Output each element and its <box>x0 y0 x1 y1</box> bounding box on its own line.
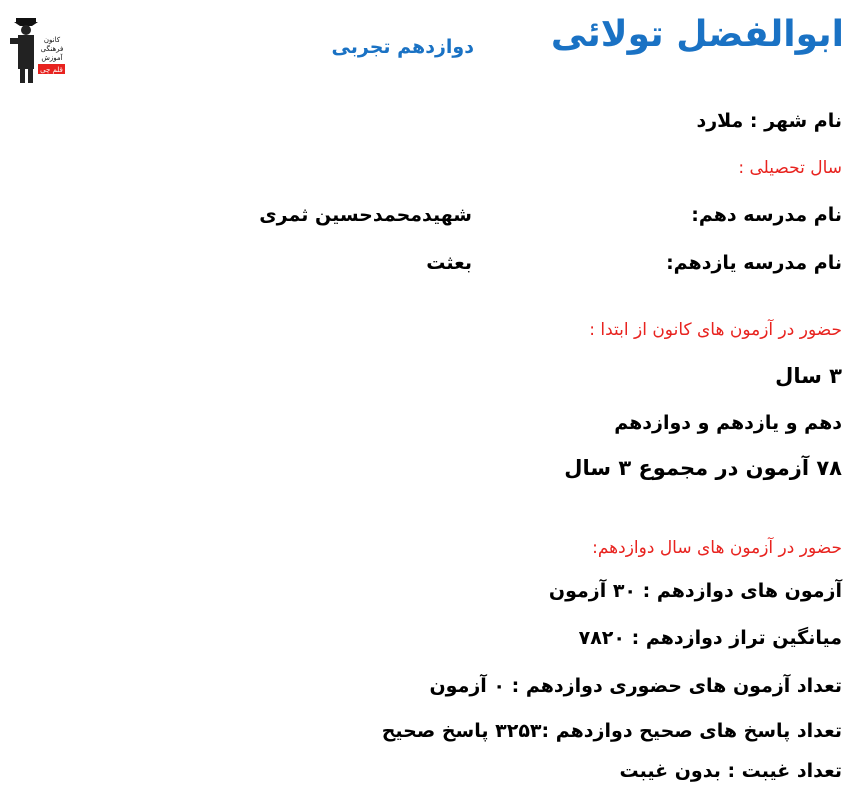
absence-count: تعداد غیبت : بدون غیبت <box>619 760 842 782</box>
attendance-total: ۷۸ آزمون در مجموع ۳ سال <box>564 456 842 480</box>
in-person-12: تعداد آزمون های حضوری دوازدهم : ۰ آزمون <box>429 675 842 697</box>
logo-text-4: قلم چی <box>40 66 63 74</box>
grade-label: دوازدهم تجربی <box>331 36 474 58</box>
attendance-years: ۳ سال <box>775 364 842 388</box>
school11-label: نام مدرسه یازدهم: <box>666 252 842 274</box>
school10-label: نام مدرسه دهم: <box>691 204 842 226</box>
logo-text-2: فرهنگی <box>40 45 64 53</box>
school11-value: بعثت <box>426 252 472 274</box>
attendance-12-heading: حضور در آزمون های سال دوازدهم: <box>592 538 842 558</box>
attendance-all-heading: حضور در آزمون های کانون از ابتدا : <box>589 320 842 340</box>
avg-score-12: میانگین تراز دوازدهم : ۷۸۲۰ <box>578 627 842 649</box>
school10-value: شهیدمحمدحسین ثمری <box>259 204 472 226</box>
logo-text-1: کانون <box>43 36 61 44</box>
kanoon-logo <box>8 18 66 84</box>
school-year-label: سال تحصیلی : <box>738 158 842 178</box>
student-name: ابوالفضل تولائی <box>550 14 844 55</box>
correct-answers-12: تعداد پاسخ های صحیح دوازدهم :۳۲۵۳ پاسخ صحیح <box>381 720 842 742</box>
attendance-grades: دهم و یازدهم و دوازدهم <box>614 412 842 434</box>
logo-text-3: آموزش <box>41 54 63 62</box>
exams-12: آزمون های دوازدهم : ۳۰ آزمون <box>548 580 842 602</box>
city-line: نام شهر : ملارد <box>696 110 842 132</box>
